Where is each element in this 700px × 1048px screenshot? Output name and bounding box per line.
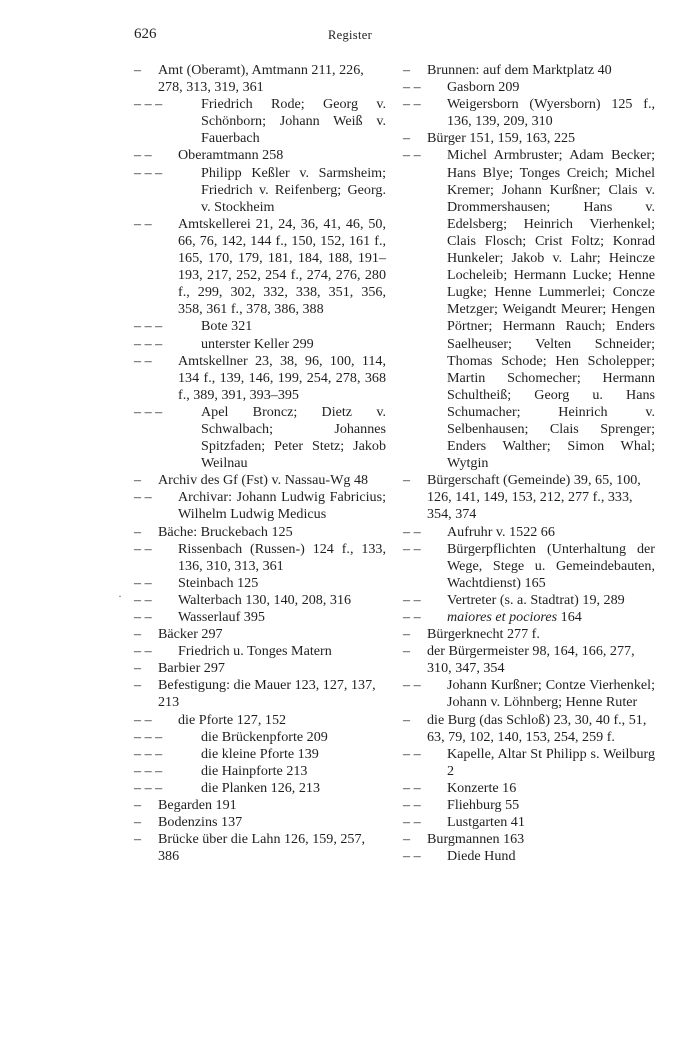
entry-dashes: – – (403, 609, 421, 625)
index-entry (134, 643, 386, 660)
entry-dashes: – – (403, 96, 421, 113)
index-entry (134, 541, 386, 575)
entry-dashes: – – (403, 677, 421, 694)
margin-mark: · (118, 589, 122, 603)
entry-dashes: – (134, 831, 142, 848)
entry-text: Bürgerpflichten (Unterhaltung der Wege, Stege u. Gemeindebauten, Wachtdienst) 165 (447, 540, 655, 591)
entry-dashes: – – (403, 147, 421, 164)
entry-text: Bäche: Bruckebach 125 (158, 523, 293, 540)
entry-text: Weigersborn (Wyersborn) 125 f., 136, 139, 209, 310 (447, 96, 655, 130)
entry-text: Johann Kurßner; Contze Vierhenkel; Johann v. Löhnberg; Henne Ruter (447, 677, 655, 711)
index-entry (403, 96, 655, 130)
entry-dashes: – – – (134, 779, 163, 796)
index-column-right (403, 62, 655, 865)
index-entry (403, 643, 655, 677)
entry-text: die Pforte 127, 152 (178, 711, 287, 728)
entry-text: Barbier 297 (158, 660, 225, 677)
entry-dashes: – (134, 523, 142, 540)
running-head: Register (327, 28, 373, 42)
index-entry (134, 626, 386, 643)
entry-text: Amt (Oberamt), Amtmann 211, 226, 278, 313, 319, 361 (158, 62, 364, 96)
index-entry (134, 712, 386, 729)
entry-dashes: – (403, 711, 411, 728)
entry-dashes: – – (134, 540, 152, 557)
entry-dashes: – (403, 626, 411, 643)
index-entry (403, 592, 655, 609)
entry-text: Diede Hund (447, 848, 516, 865)
entry-text: Friedrich Rode; Georg v. Schönborn; Johann Weiß v. Fauerbach (201, 96, 386, 147)
index-column-left (134, 62, 386, 865)
index-entry (134, 729, 386, 746)
entry-text: Archivar: Johann Ludwig Fabricius; Wilhelm Ludwig Medicus (178, 489, 386, 523)
entry-text: unterster Keller 299 (201, 335, 314, 352)
entry-text: Burgmannen 163 (427, 831, 525, 848)
index-entry (403, 626, 655, 643)
entry-dashes: – – (403, 814, 421, 831)
index-entry (134, 660, 386, 677)
index-entry (134, 318, 386, 335)
entry-text: Befestigung: die Mauer 123, 127, 137, 213 (158, 677, 376, 711)
index-entry (403, 472, 655, 523)
entry-dashes: – – (403, 797, 421, 814)
index-entry (403, 746, 655, 780)
index-entry (403, 62, 655, 79)
entry-dashes: – – (134, 609, 152, 625)
index-entry (403, 797, 655, 814)
entry-dashes: – – – (134, 403, 163, 420)
entry-dashes: – – (134, 574, 152, 591)
entry-text: Rissenbach (Russen-) 124 f., 133, 136, 310, 313, 361 (178, 540, 386, 574)
entry-dashes: – (403, 130, 411, 147)
index-entry (134, 147, 386, 164)
entry-text: Bürger 151, 159, 163, 225 (427, 130, 576, 147)
index-entry (403, 677, 655, 711)
entry-dashes: – – (403, 779, 421, 796)
index-entry (134, 216, 386, 319)
entry-text: Bäcker 297 (158, 626, 223, 643)
entry-text: Apel Broncz; Dietz v. Schwalbach; Johannes Spitzfaden; Peter Stetz; Jakob Weilnau (201, 403, 386, 472)
entry-text: Wasserlauf 395 (178, 609, 265, 625)
entry-text: maiores et pociores 164 (447, 609, 582, 625)
entry-dashes: – – (134, 215, 152, 232)
entry-text: Gasborn 209 (447, 79, 520, 96)
entry-text: Friedrich u. Tonges Matern (178, 643, 332, 660)
entry-dashes: – (134, 814, 142, 831)
entry-text: Konzerte 16 (447, 779, 517, 796)
index-entry (403, 848, 655, 865)
entry-dashes: – – (403, 848, 421, 865)
page-number: 626 (134, 26, 157, 42)
index-entry (134, 831, 386, 865)
index-entry (403, 130, 655, 147)
index-entry (134, 575, 386, 592)
entry-text: Bürgerschaft (Gemeinde) 39, 65, 100, 126, 141, 149, 153, 212, 277 f., 333, 354, 374 (427, 472, 641, 523)
entry-dashes: – – (134, 489, 152, 506)
entry-dashes: – – – (134, 762, 163, 779)
entry-dashes: – – (134, 591, 152, 608)
entry-dashes: – (134, 660, 142, 677)
entry-dashes: – (134, 62, 142, 78)
entry-text: Walterbach 130, 140, 208, 316 (178, 591, 352, 608)
entry-text: Archiv des Gf (Fst) v. Nassau-Wg 48 (158, 472, 369, 489)
index-entry (403, 524, 655, 541)
entry-dashes: – – (403, 745, 421, 762)
entry-text: Aufruhr v. 1522 66 (447, 523, 555, 540)
entry-text: Bodenzins 137 (158, 814, 243, 831)
index-entry (134, 165, 386, 216)
index-entry (134, 592, 386, 609)
entry-text: der Bürgermeister 98, 164, 166, 277, 310, 347, 354 (427, 643, 635, 677)
index-entry (403, 831, 655, 848)
entry-dashes: – (134, 797, 142, 814)
entry-text: Brücke über die Lahn 126, 159, 257, 386 (158, 831, 366, 865)
entry-text: die Burg (das Schloß) 23, 30, 40 f., 51, 63, 79, 102, 140, 153, 254, 259 f. (427, 711, 647, 745)
index-entry (403, 147, 655, 472)
entry-dashes: – – – (134, 318, 163, 335)
index-entry (134, 746, 386, 763)
entry-dashes: – (403, 62, 411, 78)
entry-text: die Hainpforte 213 (201, 762, 308, 779)
entry-text: Bürgerknecht 277 f. (427, 626, 540, 643)
index-entry (134, 404, 386, 472)
entry-dashes: – (403, 472, 411, 489)
entry-text: Michel Armbruster; Adam Becker; Hans Blye; Tonges Creich; Michel Kremer; Johann Kurßner; Clais v. Drommershausen; Hans v. Edelsberg; Heinrich Vierhenkel; Clais Flosch; Crist Foltz; Konrad Hunkeler; Jakob v. Lahr; Heincze Locheleib; Hermann Lucke; Henne Lugke; Henne Lummerlei; Concze Metzger; Weigandt Meurer; Hengen Pörtner; Hermann Rauch; Enders Saelheuser; Velten Schneider; Thomas Schode; Hen Scholepper; Martin Schomecher; Hermann Schultheiß; Georg u. Hans Schumacher; Heinrich v. Selbenhausen; Clais Sprenger; Enders Walther; Simon Whal; Wytgin (447, 147, 655, 472)
entry-dashes: – – (403, 523, 421, 540)
entry-text: Lustgarten 41 (447, 814, 525, 831)
entry-text: Begarden 191 (158, 797, 237, 814)
index-entry (403, 79, 655, 96)
entry-text: Steinbach 125 (178, 574, 259, 591)
entry-dashes: – (134, 626, 142, 643)
entry-text: Philipp Keßler v. Sarmsheim; Friedrich v. Reifenberg; Georg. v. Stockheim (201, 164, 386, 215)
index-entry (134, 489, 386, 523)
entry-dashes: – (134, 677, 142, 694)
index-entry (134, 62, 386, 96)
index-entry (403, 712, 655, 746)
index-entry (134, 336, 386, 353)
entry-dashes: – – – (134, 164, 163, 181)
index-entry (134, 797, 386, 814)
index-entry (403, 541, 655, 592)
entry-dashes: – – – (134, 96, 163, 113)
entry-text: Brunnen: auf dem Marktplatz 40 (427, 62, 612, 78)
entry-dashes: – (403, 643, 411, 660)
entry-text: Bote 321 (201, 318, 253, 335)
entry-dashes: – – (403, 79, 421, 96)
index-entry (134, 472, 386, 489)
entry-dashes: – (134, 472, 142, 489)
entry-text: Kapelle, Altar St Philipp s. Weilburg 2 (447, 745, 655, 779)
entry-text: Vertreter (s. a. Stadtrat) 19, 289 (447, 591, 625, 608)
entry-dashes: – – (134, 352, 152, 369)
entry-text: Oberamtmann 258 (178, 147, 284, 164)
index-entry (403, 814, 655, 831)
entry-dashes: – – (403, 591, 421, 608)
index-entry (134, 609, 386, 626)
entry-dashes: – – (134, 711, 152, 728)
index-entry (134, 763, 386, 780)
index-entry (134, 814, 386, 831)
entry-text: die Planken 126, 213 (201, 779, 320, 796)
index-entry (134, 780, 386, 797)
index-entry (134, 677, 386, 711)
entry-dashes: – – – (134, 335, 163, 352)
entry-dashes: – (403, 831, 411, 848)
entry-text: Fliehburg 55 (447, 797, 520, 814)
entry-text: die kleine Pforte 139 (201, 745, 319, 762)
index-entry (134, 524, 386, 541)
index-entry (134, 353, 386, 404)
entry-text: Amtskellerei 21, 24, 36, 41, 46, 50, 66, 76, 142, 144 f., 150, 152, 161 f., 165, 170, 179, 181, 184, 188, 191–193, 217, 252, 254 f., 274, 276, 280 f., 299, 302, 332, 338, 351, 356, 358, 361 f., 378, 386, 388 (178, 215, 386, 318)
entry-text: Amtskellner 23, 38, 96, 100, 114, 134 f., 139, 146, 199, 254, 278, 368 f., 389, 391, 393–395 (178, 352, 386, 403)
index-entry (403, 609, 655, 626)
entry-dashes: – – – (134, 745, 163, 762)
entry-text: die Brückenpforte 209 (201, 728, 328, 745)
index-entry (403, 780, 655, 797)
entry-dashes: – – (134, 643, 152, 660)
entry-dashes: – – (134, 147, 152, 164)
entry-dashes: – – (403, 540, 421, 557)
index-entry (134, 96, 386, 147)
entry-dashes: – – – (134, 728, 163, 745)
